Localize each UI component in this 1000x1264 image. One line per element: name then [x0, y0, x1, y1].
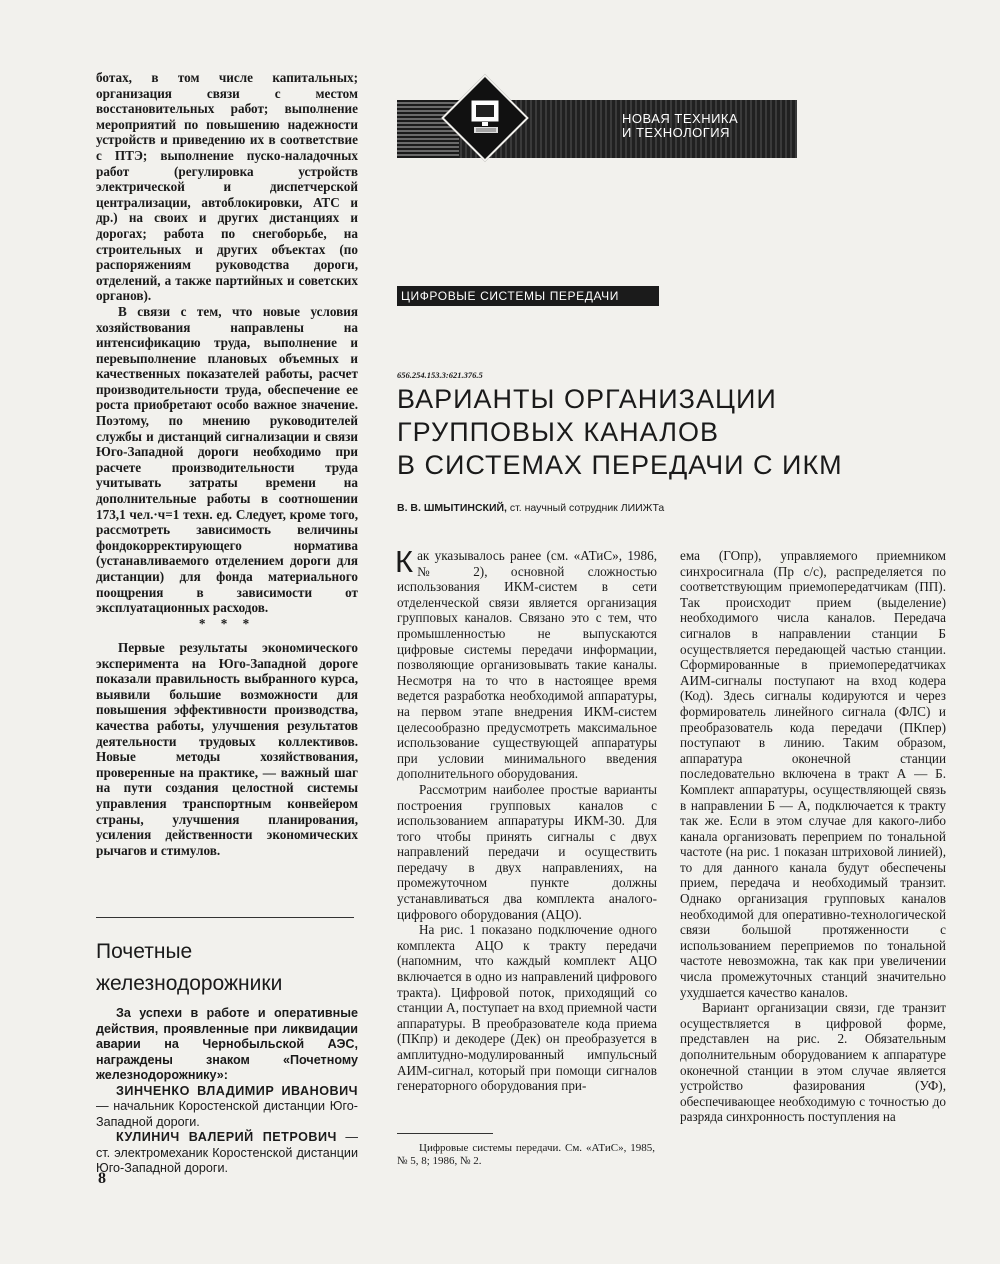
honor-person-2-name: КУЛИНИЧ ВАЛЕРИЙ ПЕТРОВИЧ — [116, 1130, 337, 1144]
article-column-1 — [395, 544, 657, 1094]
rubric-line-1: НОВАЯ ТЕХНИКА — [622, 111, 739, 126]
article-title-line1: ВАРИАНТЫ ОРГАНИЗАЦИИ — [397, 384, 777, 414]
article-paragraph-2: Рассмотрим наиболее простые варианты построения групповых каналов с использованием аппаратуры ИКМ-30. Для того чтобы принять сигналы с двух направлений передачи и осуществить передачу в двух направлениях, на промежуточном пункте должны устанавливаться два комплекта аналого-цифрового оборудования (АЦО). — [397, 781, 657, 922]
honor-heading — [96, 936, 366, 1000]
article-paragraph-5: Вариант организации связи, где транзит осуществляется в цифровой форме, представлен на рис. 2. Обязательным дополнительным оборудованием к аппаратуре оконечной станции в этом случае является устройство фазирования (УФ), обеспечивающее необходимую с точностью до разряда синхронность поступления на — [680, 1000, 946, 1125]
left-paragraph-1: ботах, в том числе капитальных; организация связи с местом восстановительных работ; выполнение мероприятий по повышению надежности устройств и приведению их в соответствие с ПТЭ; выполнение пуско-наладочных работ (регулировка устройств электрической и диспетчерской централизации, автоблокировки, АТС и др.) на своих и других дистанциях и дорогах; работа по снегоборьбе, на строительных и других объектах (по распоряжениям руководства дороги, отделений, а также партийных и советских органов). — [96, 70, 358, 304]
article-column-2 — [680, 548, 946, 1125]
honor-heading-line1: Почетные — [96, 940, 193, 963]
author-name: В. В. ШМЫТИНСКИЙ, — [397, 502, 507, 514]
article-paragraph-1 — [395, 544, 657, 782]
author-role: ст. научный сотрудник ЛИИЖТа — [506, 502, 665, 514]
page-number: 8 — [98, 1170, 106, 1187]
section-separator-stars: * * * — [198, 615, 256, 631]
article-title — [397, 383, 957, 482]
left-column-middle — [96, 640, 358, 858]
left-paragraph-3: Первые результаты экономического эксперимента на Юго-Западной дороге показали правильность выбранного курса, выявили большие возможности для повышения эффективности производства, качества работы, улучшения результатов деятельности трудовых коллективов. Новые методы хозяйствования, проверенные на практике, — важный шаг на пути создания целостной системы управления транспортным конвейером страны, улучшения планирования, усиления действенности экономических рычагов и стимулов. — [96, 640, 358, 858]
article-paragraph-1-text: ак указывалось ранее (см. «АТиС», 1986, № 2), основной сложностью использования ИКМ-систем в сети отделенческой связи является организация групповых каналов. Связано это с тем, что промышленностью не выпускаются цифровые системы передачи информации, позволяющие организовывать такие каналы. Несмотря на то что в настоящее время ведется разработка необходимой аппаратуры, на первом этапе внедрения ИКМ-систем целесообразно предусмотреть максимальное использование существующей аппаратуры при условии минимального введения дополнительного оборудования. — [397, 548, 657, 782]
byline — [397, 502, 664, 514]
honor-intro: За успехи в работе и оперативные действия, проявленные при ликвидации аварии на Чернобыльской АЭС, награждены знаком «Почетному железнодорожнику»: — [96, 1006, 358, 1082]
honor-person-2-role: — ст. электромеханик Коростенской дистанции Юго-Западной дороги. — [96, 1130, 358, 1175]
rubric-line-2: И ТЕХНОЛОГИЯ — [622, 125, 731, 140]
rubric-title — [622, 112, 792, 140]
left-divider — [96, 917, 354, 918]
left-column-top — [96, 70, 358, 636]
honor-heading-line2: железнодорожники — [96, 972, 283, 995]
honor-person-1-role: — начальник Коростенской дистанции Юго-Западной дороги. — [96, 1099, 358, 1129]
footnote: Цифровые системы передачи. См. «АТиС», 1985, № 5, 8; 1986, № 2. — [397, 1142, 655, 1167]
footnote-divider — [397, 1133, 493, 1134]
udc-code: 656.254.153.3:621.376.5 — [397, 370, 483, 380]
article-title-line3: В СИСТЕМАХ ПЕРЕДАЧИ С ИКМ — [397, 450, 843, 480]
left-paragraph-2: В связи с тем, что новые условия хозяйствования направлены на интенсификацию труда, выполнение и перевыполнение плановых объемных и качественных показателей работы, расчет производительности труда, обеспечение ее роста приобретают особо важное значение. Поэтому, по мнению руководителей службы и дистанций сигнализации и связи Юго-Западной дороги необходимо при расчете производительности труда учитывать затраты времени на дополнительные работы в соотношении 173,1 чел.·ч=1 техн. ед. Следует, кроме того, рассмотреть зависимость величины фондокорректирующего норматива (устанавливаемого отделением дороги для дистанции) для фонда материального поощрения в зависимости от эксплуатационных расходов. — [96, 303, 358, 616]
honor-person-1 — [96, 1084, 358, 1131]
honor-person-2 — [96, 1130, 358, 1177]
drop-cap: К — [395, 544, 414, 579]
honor-person-1-name: ЗИНЧЕНКО ВЛАДИМИР ИВАНОВИЧ — [116, 1083, 358, 1098]
article-paragraph-4: ема (ГОпр), управляемого приемником синхросигнала (Пр с/с), распределяется по соответствующим приемопередатчикам (ПП). Так происходит прием (выделение) необходимого числа каналов. Передача сигналов в направлении станции Б осуществляется передающей частью станции. Сформированные в приемопередатчиках АИМ-сигналы поступают на вход кодера (Код). Здесь сигналы кодируются и через формирователь линейного сигнала (ФЛС) и преобразователь кода передачи (ПКпер) поступают в линию. Таким образом, аппаратура оконечной станции последовательно включена в тракт А — Б. Комплект аппаратуры, осуществляющей связь в направлении Б — А, подключается к тракту так же. Если в этом случае для какого-либо канала организовать переприем по тональной частоте (на рис. 1 показан штриховой линией), то для данного канала будут обеспечены прием, передача и необходимый транзит. Однако организация групповых каналов необходимой для оперативно-технологической связи большой протяженности с использованием переприемов по тональной частоте невозможна, так как при увеличении числа промежуточных станций значительно ухудшается качество каналов. — [680, 548, 946, 1000]
article-title-line2: ГРУППОВЫХ КАНАЛОВ — [397, 417, 719, 447]
honor-body — [96, 1006, 358, 1177]
article-paragraph-3: На рис. 1 показано подключение одного комплекта АЦО к тракту передачи (напомним, что каждый комплект АЦО включается в одно из направлений цифрового тракта). Цифровой поток, приходящий со станции А, поступает на вход приемной части аппаратуры. В преобразователе кода приема (ПКпр) и декодере (Дек) он преобразуется в амплитудно-модулированный импульсный АИМ-сигнал, который при помощи сигналов генераторного оборудования при- — [397, 922, 657, 1094]
section-label: ЦИФРОВЫЕ СИСТЕМЫ ПЕРЕДАЧИ — [397, 286, 659, 306]
computer-monitor-icon — [468, 95, 504, 139]
